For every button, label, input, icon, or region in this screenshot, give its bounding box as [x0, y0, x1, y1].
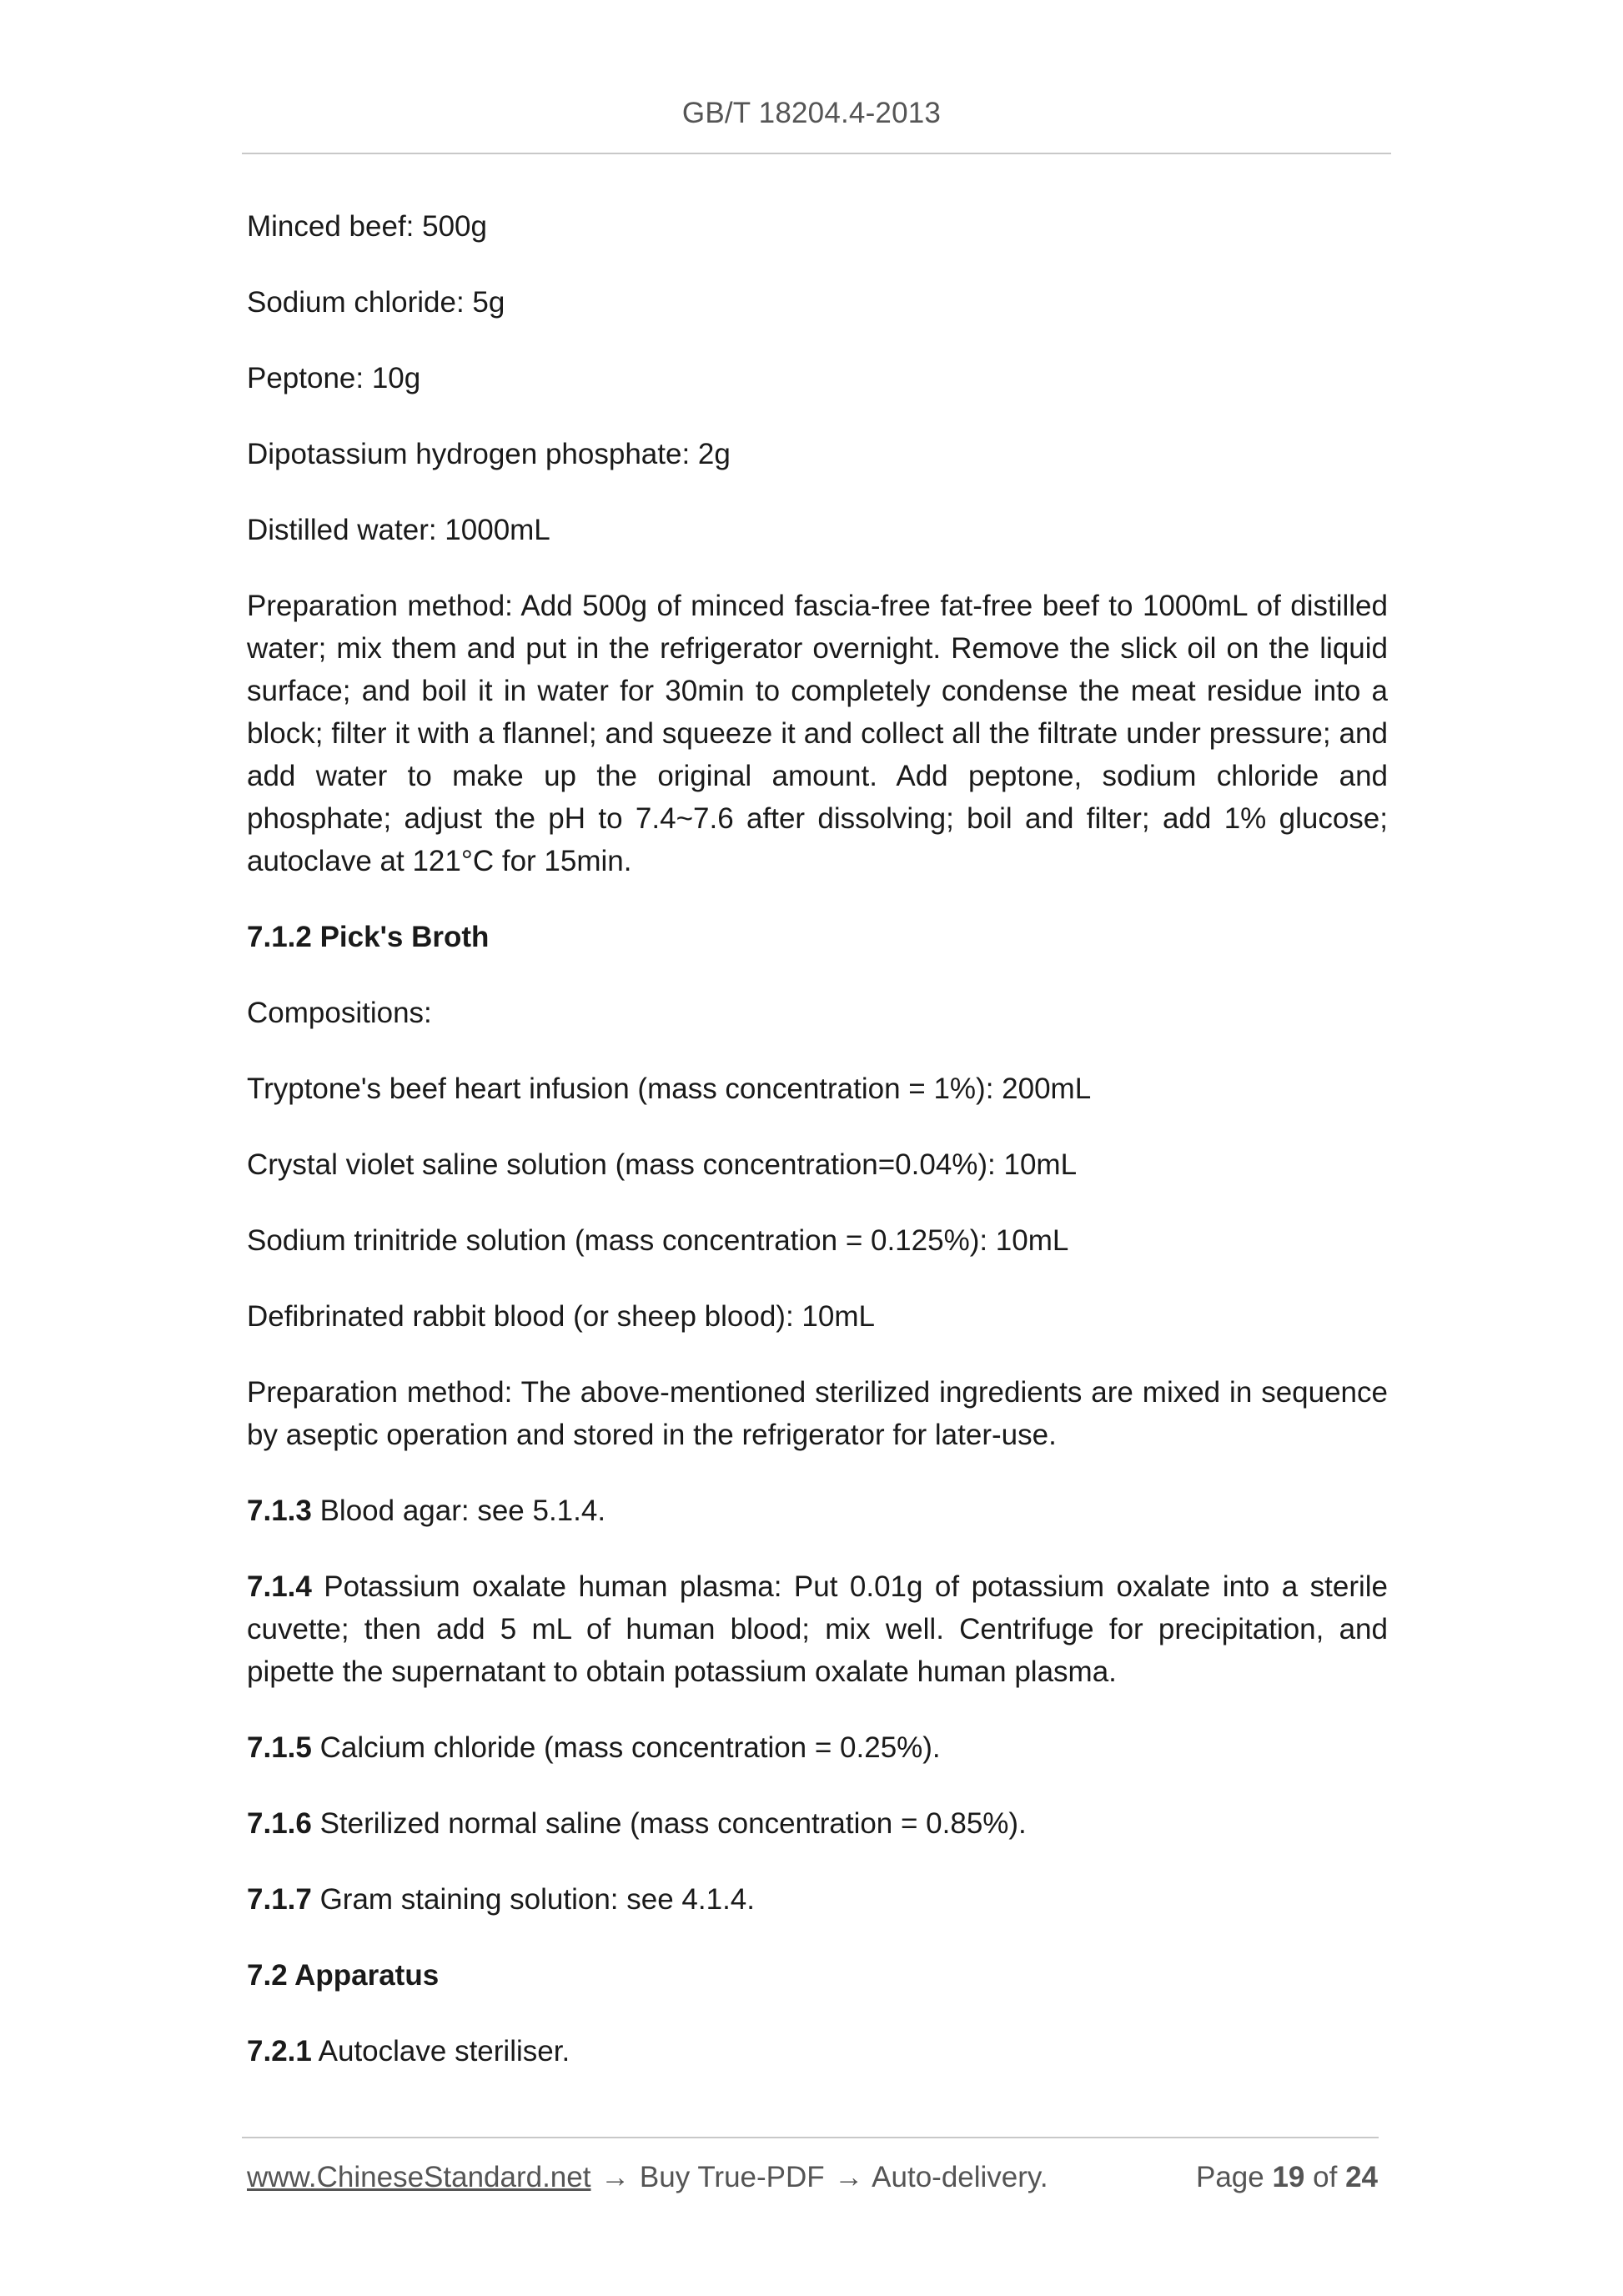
clause-number: 7.1.7	[247, 1883, 312, 1916]
composition-line: Crystal violet saline solution (mass concentration=0.04%): 10mL	[247, 1148, 1078, 1181]
clause-text: Gram staining solution: see 4.1.4.	[311, 1883, 755, 1916]
page-indicator	[1196, 2157, 1378, 2198]
ingredient-line: Sodium chloride: 5g	[247, 286, 505, 319]
ingredient-line: Distilled water: 1000mL	[247, 514, 550, 546]
footer-promo	[247, 2157, 1048, 2198]
of-label: of	[1313, 2161, 1338, 2193]
auto-delivery-text: Auto-delivery.	[865, 2161, 1048, 2193]
clause-text: Sterilized normal saline (mass concentration = 0.85%).	[311, 1807, 1027, 1840]
buy-pdf-text: Buy True-PDF	[631, 2161, 833, 2193]
composition-line: Sodium trinitride solution (mass concentration = 0.125%): 10mL	[247, 1224, 1069, 1257]
ingredient-line: Peptone: 10g	[247, 362, 421, 394]
clause-text: Autoclave steriliser.	[311, 2035, 570, 2067]
clause-7-2-1	[247, 2030, 1388, 2072]
page-total: 24	[1345, 2161, 1378, 2193]
clause-7-1-3	[247, 1490, 1388, 1532]
clause-text: Blood agar: see 5.1.4.	[311, 1495, 606, 1527]
compositions-label: Compositions:	[247, 997, 432, 1029]
preparation-method-paragraph: Preparation method: The above-mentioned sterilized ingredients are mixed in sequence by aseptic operation and stored in the refrigerator for later-use.	[247, 1376, 1388, 1451]
section-heading-7-2: 7.2 Apparatus	[247, 1959, 440, 1992]
page-header: GB/T 18204.4-2013	[681, 97, 942, 129]
header-divider	[242, 153, 1391, 154]
ingredient-line: Minced beef: 500g	[247, 210, 487, 243]
website-link[interactable]: www.ChineseStandard.net	[247, 2161, 591, 2193]
page-label: Page	[1195, 2161, 1264, 2193]
preparation-method-paragraph: Preparation method: Add 500g of minced fascia-free fat-free beef to 1000mL of distilled water; mix them and put in the refrigerator overnight. Remove the slick oil on the liquid surface; and boil it in water for 30min to completely condense the meat residue into a block; filter it with a flannel; and squeeze it and collect all the filtrate under pressure; and add water to make up the original amount. Add peptone, sodium chloride and phosphate; adjust the pH to 7.4~7.6 after dissolving; boil and filter; add 1% glucose; autoclave at 121°C for 15min.	[247, 590, 1388, 877]
ingredient-line: Dipotassium hydrogen phosphate: 2g	[247, 438, 731, 470]
clause-7-1-7	[247, 1878, 1388, 1921]
composition-line: Defibrinated rabbit blood (or sheep blood): 10mL	[247, 1300, 875, 1333]
page-current: 19	[1272, 2161, 1305, 2193]
clause-number: 7.1.4	[247, 1570, 312, 1603]
clause-number: 7.1.5	[247, 1731, 312, 1764]
clause-7-1-4	[247, 1565, 1388, 1693]
section-heading-7-1-2: 7.1.2 Pick's Broth	[247, 921, 490, 953]
footer-divider	[242, 2137, 1379, 2138]
clause-number: 7.1.3	[247, 1495, 312, 1527]
clause-7-1-5	[247, 1726, 1388, 1769]
arrow-right-icon: →	[834, 2161, 864, 2193]
clause-text: Calcium chloride (mass concentration = 0.25%).	[311, 1731, 941, 1764]
clause-number: 7.1.6	[247, 1807, 312, 1840]
composition-line: Tryptone's beef heart infusion (mass concentration = 1%): 200mL	[247, 1073, 1092, 1105]
arrow-right-icon: →	[600, 2161, 631, 2193]
clause-text: Potassium oxalate human plasma: Put 0.01g of potassium oxalate into a sterile cuvette; then add 5 mL of human blood; mix well. Centrifuge for precipitation, and pipette the supernatant to obtain potassium oxalate human plasma.	[247, 1570, 1388, 1688]
document-body	[247, 205, 1388, 2106]
clause-number: 7.2.1	[247, 2035, 312, 2067]
clause-7-1-6	[247, 1802, 1388, 1845]
